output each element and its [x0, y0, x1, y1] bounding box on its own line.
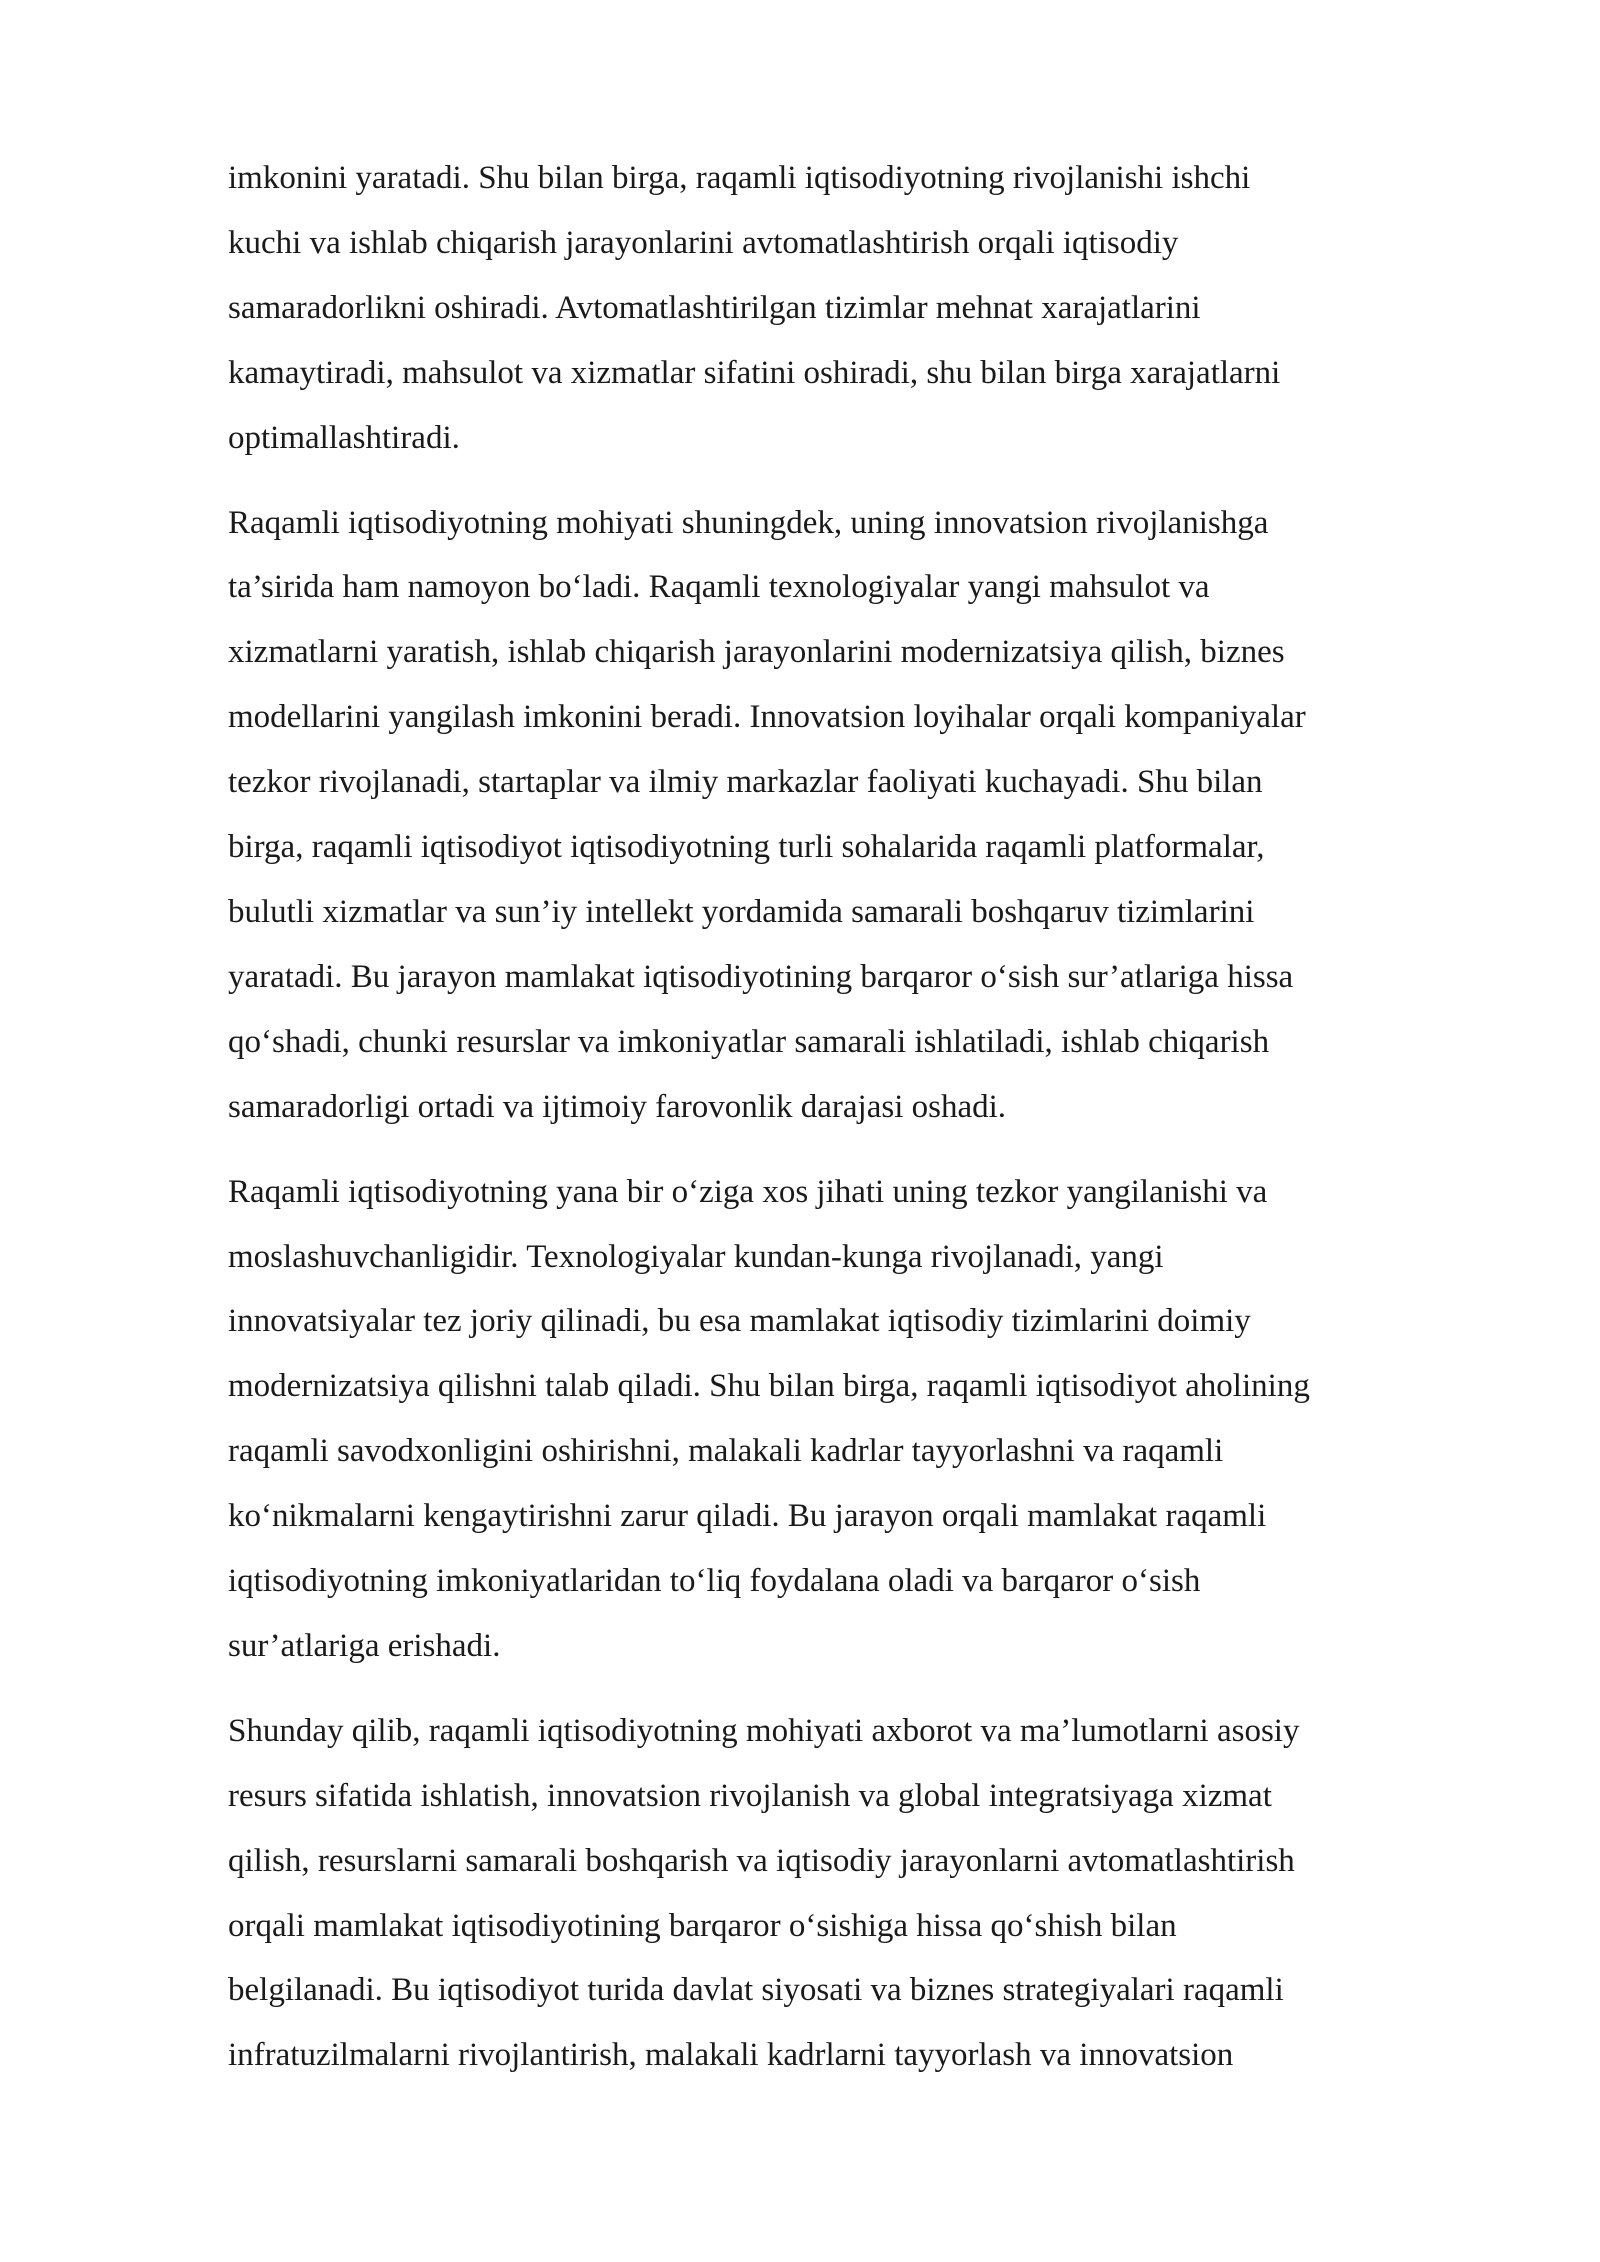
text-line: ko‘nikmalarni kengaytirishni zarur qiladi. Bu jarayon orqali mamlakat raqamli: [228, 1498, 1267, 1535]
text-line: orqali mamlakat iqtisodiyotining barqaror o‘sishiga hissa qo‘shish bilan: [228, 1907, 1177, 1944]
text-line: infratuzilmalarni rivojlantirish, malakali kadrlarni tayyorlash va innovatsion: [228, 2037, 1234, 2074]
text-line: resurs sifatida ishlatish, innovatsion rivojlanish va global integratsiyaga xizmat: [228, 1777, 1272, 1814]
text-line: bulutli xizmatlar va sun’iy intellekt yordamida samarali boshqaruv tizimlarini: [228, 893, 1255, 930]
text-line: imkonini yaratadi. Shu bilan birga, raqamli iqtisodiyotning rivojlanishi ishchi: [228, 160, 1251, 196]
text-line: kamaytiradi, mahsulot va xizmatlar sifatini oshiradi, shu bilan birga xarajatlarni: [228, 354, 1281, 391]
text-line: belgilanadi. Bu iqtisodiyot turida davlat siyosati va biznes strategiyalari raqamli: [228, 1972, 1284, 2009]
text-line: modellarini yangilash imkonini beradi. Innovatsion loyihalar orqali kompaniyalar: [228, 699, 1306, 736]
text-line: innovatsiyalar tez joriy qilinadi, bu esa mamlakat iqtisodiy tizimlarini doimiy: [228, 1303, 1251, 1340]
text-line: kuchi va ishlab chiqarish jarayonlarini avtomatlashtirish orqali iqtisodiy: [228, 224, 1179, 261]
text-line: ta’sirida ham namoyon bo‘ladi. Raqamli texnologiyalar yangi mahsulot va: [228, 569, 1210, 606]
text-line: Raqamli iqtisodiyotning yana bir o‘ziga xos jihati uning tezkor yangilanishi va: [228, 1173, 1268, 1210]
text-line: birga, raqamli iqtisodiyot iqtisodiyotning turli sohalarida raqamli platformalar,: [228, 829, 1265, 866]
text-line: qo‘shadi, chunki resurslar va imkoniyatlar samarali ishlatiladi, ishlab chiqarish: [228, 1023, 1270, 1060]
text-line: modernizatsiya qilishni talab qiladi. Shu bilan birga, raqamli iqtisodiyot aholining: [228, 1368, 1310, 1405]
text-line: tezkor rivojlanadi, startaplar va ilmiy markazlar faoliyati kuchayadi. Shu bilan: [228, 764, 1263, 801]
text-line: sur’atlariga erishadi.: [228, 1627, 501, 1664]
text-line: Raqamli iqtisodiyotning mohiyati shuningdek, uning innovatsion rivojlanishga: [228, 504, 1269, 541]
paragraph-3: [228, 1160, 1468, 1679]
text-line: samaradorligi ortadi va ijtimoiy farovonlik darajasi oshadi.: [228, 1088, 1007, 1125]
paragraph-4: [228, 1699, 1468, 2088]
text-line: Shunday qilib, raqamli iqtisodiyotning mohiyati axborot va ma’lumotlarni asosiy: [228, 1712, 1300, 1749]
paragraph-2: [228, 491, 1468, 1140]
text-line: qilish, resurslarni samarali boshqarish va iqtisodiy jarayonlarni avtomatlashtirish: [228, 1842, 1295, 1879]
text-line: iqtisodiyotning imkoniyatlaridan to‘liq foydalana oladi va barqaror o‘sish: [228, 1563, 1201, 1600]
text-line: moslashuvchanligidir. Texnologiyalar kundan-kunga rivojlanadi, yangi: [228, 1238, 1164, 1275]
text-line: optimallashtiradi.: [228, 419, 460, 456]
text-line: raqamli savodxonligini oshirishni, malakali kadrlar tayyorlashni va raqamli: [228, 1433, 1224, 1470]
text-line: xizmatlarni yaratish, ishlab chiqarish jarayonlarini modernizatsiya qilish, biznes: [228, 634, 1285, 671]
document-body: [228, 146, 1468, 2108]
text-line: samaradorlikni oshiradi. Avtomatlashtirilgan tizimlar mehnat xarajatlarini: [228, 289, 1201, 326]
paragraph-1: [228, 146, 1468, 471]
text-line: yaratadi. Bu jarayon mamlakat iqtisodiyotining barqaror o‘sish sur’atlariga hissa: [228, 958, 1294, 995]
